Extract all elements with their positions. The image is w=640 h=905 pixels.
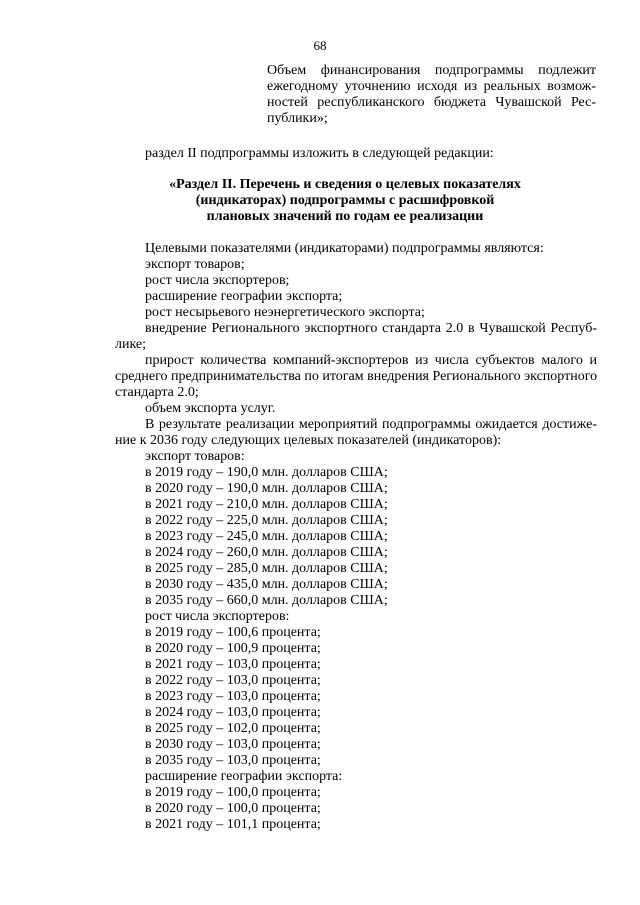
body-line: стандарта 2.0; <box>115 385 199 400</box>
quote-line: публики»; <box>267 111 328 126</box>
quote-line: ностей республиканского бюджета Чувашской Рес- <box>267 95 596 110</box>
list-item: в 2021 году – 210,0 млн. долларов США; <box>145 497 388 512</box>
list-item: расширение географии экспорта: <box>145 769 343 784</box>
list-item: в 2024 году – 260,0 млн. долларов США; <box>145 545 388 560</box>
list-item: в 2020 году – 100,0 процента; <box>145 801 321 816</box>
list-item: в 2022 году – 103,0 процента; <box>145 673 321 688</box>
list-item: в 2023 году – 245,0 млн. долларов США; <box>145 529 388 544</box>
list-item: в 2035 году – 660,0 млн. долларов США; <box>145 593 388 608</box>
list-item: в 2024 году – 103,0 процента; <box>145 705 321 720</box>
list-item: в 2019 году – 100,0 процента; <box>145 785 321 800</box>
body-line: прирост количества компаний-экспортеров из числа субъектов малого и <box>145 353 597 368</box>
list-item: в 2030 году – 103,0 процента; <box>145 737 321 752</box>
quote-line: ежегодному уточнению исходя из реальных возмож- <box>267 79 596 94</box>
body-line: рост несырьевого неэнергетического экспорта; <box>145 305 425 320</box>
list-item: в 2021 году – 103,0 процента; <box>145 657 321 672</box>
body-line: лике; <box>115 337 147 352</box>
body-line: экспорт товаров; <box>145 257 245 272</box>
section-title-line: «Раздел II. Перечень и сведения о целевых показателях <box>169 177 521 192</box>
body-line: ние к 2036 году следующих целевых показателей (индикаторов): <box>115 433 502 448</box>
body-line: среднего предпринимательства по итогам внедрения Регионального экспортного <box>115 369 598 384</box>
body-line: Целевыми показателями (индикаторами) подпрограммы являются: <box>145 241 544 256</box>
amendment-instruction: раздел II подпрограммы изложить в следующей редакции: <box>145 146 494 161</box>
list-item: рост числа экспортеров: <box>145 609 290 624</box>
quoted-paragraph <box>267 63 596 127</box>
section-title-line: плановых значений по годам ее реализации <box>206 209 484 224</box>
list-item: в 2025 году – 102,0 процента; <box>145 721 321 736</box>
indicator-list <box>145 449 388 833</box>
body-line: расширение географии экспорта; <box>145 289 343 304</box>
list-item: в 2019 году – 190,0 млн. долларов США; <box>145 465 388 480</box>
list-item: в 2020 году – 190,0 млн. долларов США; <box>145 481 388 496</box>
list-item: в 2025 году – 285,0 млн. долларов США; <box>145 561 388 576</box>
body-text <box>115 241 597 449</box>
list-item: в 2021 году – 101,1 процента; <box>145 817 321 832</box>
list-item: в 2030 году – 435,0 млн. долларов США; <box>145 577 388 592</box>
body-line: рост числа экспортеров; <box>145 273 290 288</box>
quote-line: Объем финансирования подпрограммы подлежит <box>267 63 596 78</box>
list-item: в 2020 году – 100,9 процента; <box>145 641 321 656</box>
list-item: экспорт товаров: <box>145 449 245 464</box>
list-item: в 2035 году – 103,0 процента; <box>145 753 321 768</box>
list-item: в 2022 году – 225,0 млн. долларов США; <box>145 513 388 528</box>
list-item: в 2023 году – 103,0 процента; <box>145 689 321 704</box>
list-item: в 2019 году – 100,6 процента; <box>145 625 321 640</box>
body-line: внедрение Регионального экспортного стандарта 2.0 в Чувашской Респуб- <box>145 321 597 336</box>
body-line: В результате реализации мероприятий подпрограммы ожидается достиже- <box>145 417 597 432</box>
section-title <box>145 177 545 225</box>
section-title-line: (индикаторах) подпрограммы с расшифровкой <box>195 193 495 208</box>
body-line: объем экспорта услуг. <box>145 401 276 416</box>
page-number: 68 <box>313 38 327 53</box>
